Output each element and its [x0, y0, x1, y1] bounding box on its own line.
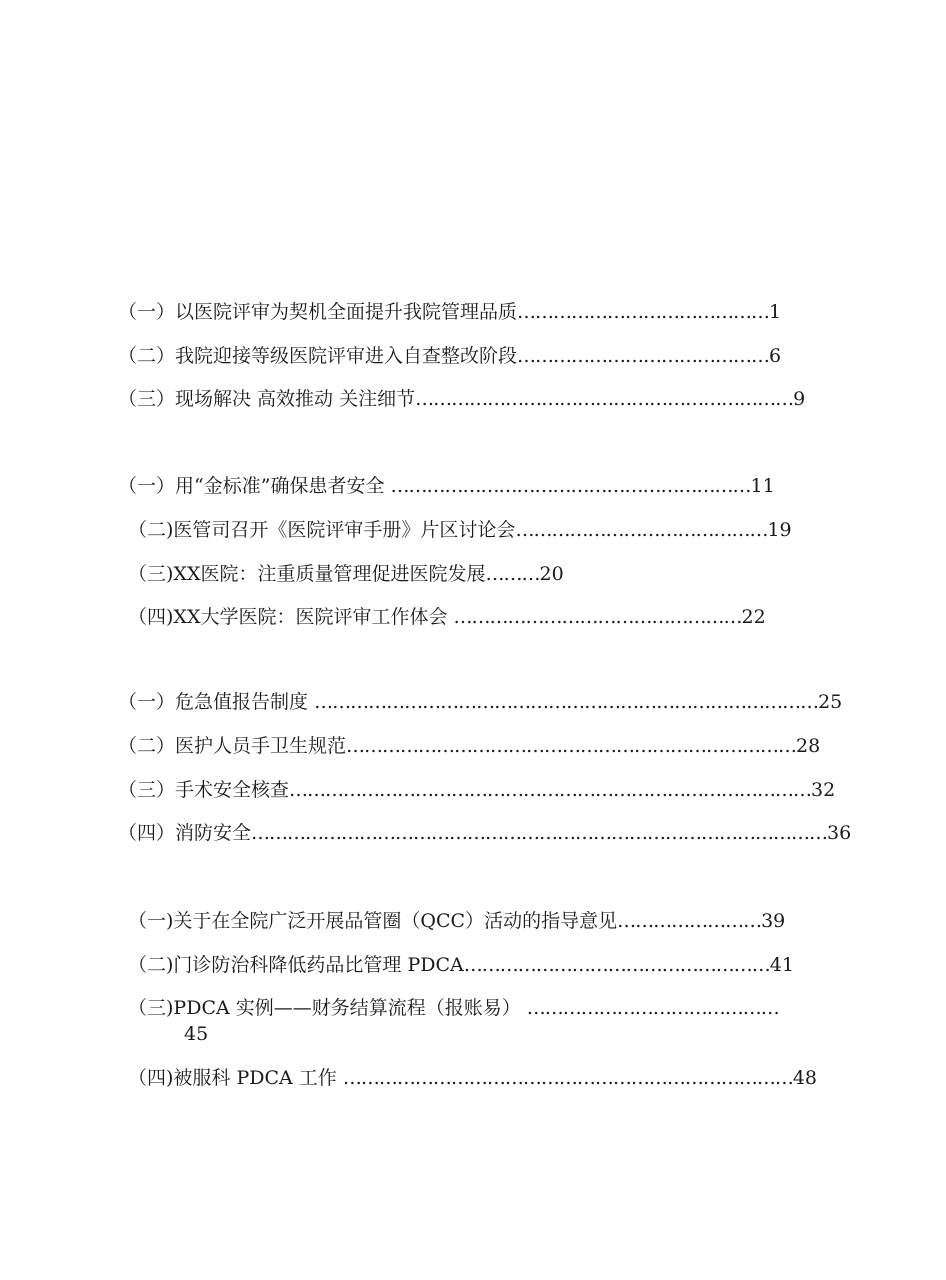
- leader-dots: ……………………………………: [515, 519, 768, 541]
- leader-dots: ……………………………………: [517, 301, 770, 323]
- toc-entry[interactable]: [118, 344, 781, 368]
- entry-number: （二）: [118, 345, 176, 367]
- entry-number: （四): [128, 606, 174, 628]
- entry-page: 6: [769, 345, 782, 367]
- entry-title: 门诊防治科降低药品比管理 PDCA: [173, 954, 464, 976]
- leader-dots: ……………………………………………: [463, 954, 770, 976]
- entry-number: （三）: [118, 388, 176, 410]
- toc-entry[interactable]: [118, 778, 835, 802]
- leader-dots: …………………………………………………………………: [342, 1067, 793, 1089]
- leader-dots: ……………………………………: [517, 345, 770, 367]
- entry-page: 20: [539, 563, 564, 585]
- entry-number: （一）: [118, 301, 176, 323]
- leader-dots: ……………………………………………………: [390, 475, 751, 497]
- entry-title: 我院迎接等级医院评审进入自查整改阶段: [175, 345, 518, 367]
- toc-entry[interactable]: [128, 1066, 817, 1090]
- entry-number: （一）: [118, 691, 176, 713]
- leader-dots: ……………………………………………………………………………………: [251, 822, 828, 844]
- toc-entry[interactable]: [128, 996, 779, 1045]
- entry-page: 1: [769, 301, 782, 323]
- toc-entry[interactable]: [128, 953, 794, 977]
- leader-dots: ………………………………………………………: [415, 388, 794, 410]
- entry-page: 19: [767, 519, 792, 541]
- leader-dots: ……………………………………: [526, 997, 779, 1019]
- entry-title: 被服科 PDCA 工作: [173, 1067, 343, 1089]
- toc-entry[interactable]: [128, 605, 766, 629]
- entry-title: 关于在全院广泛开展品管圈（QCC）活动的指导意见: [173, 910, 618, 932]
- entry-number: （三): [128, 997, 174, 1019]
- entry-number: （四）: [118, 822, 176, 844]
- toc-entry[interactable]: [118, 821, 851, 845]
- entry-number: （一）: [118, 475, 176, 497]
- entry-page: 48: [792, 1067, 818, 1089]
- entry-title: 以医院评审为契机全面提升我院管理品质: [175, 301, 518, 323]
- entry-page: 36: [827, 822, 852, 844]
- leader-dots: …………………………………………: [453, 606, 742, 628]
- leader-dots: …………………………………………………………………: [346, 735, 797, 757]
- entry-title: 医管司召开《医院评审手册》片区讨论会: [173, 519, 516, 541]
- entry-page: 41: [769, 954, 794, 976]
- toc-entry[interactable]: [128, 909, 785, 933]
- entry-page: 22: [741, 606, 766, 628]
- toc-entry[interactable]: [118, 387, 805, 411]
- toc-entry[interactable]: [118, 474, 775, 498]
- entry-title: 用“金标准”确保患者安全: [175, 475, 391, 497]
- leader-dots: …………………………………………………………………………: [314, 691, 819, 713]
- toc-entry[interactable]: [118, 300, 781, 324]
- entry-number: （二): [128, 954, 174, 976]
- entry-page: 25: [818, 691, 843, 713]
- entry-number: （四): [128, 1067, 174, 1089]
- leader-dots: ……………………: [617, 910, 762, 932]
- entry-title: XX医院：注重质量管理促进医院发展: [173, 563, 486, 585]
- entry-page: 45: [184, 1023, 209, 1045]
- toc-entry[interactable]: [128, 562, 564, 586]
- entry-title: 医护人员手卫生规范: [175, 735, 347, 757]
- entry-title: 消防安全: [175, 822, 252, 844]
- entry-title: 危急值报告制度: [175, 691, 315, 713]
- entry-title: 手术安全核查: [175, 779, 290, 801]
- toc-entry[interactable]: [118, 690, 842, 714]
- toc-entry[interactable]: [118, 734, 820, 758]
- leader-dots: ……………………………………………………………………………: [289, 779, 812, 801]
- entry-title: PDCA 实例——财务结算流程（报账易）: [173, 997, 527, 1019]
- entry-title: 现场解决 高效推动 关注细节: [175, 388, 416, 410]
- entry-page: 11: [750, 475, 775, 497]
- entry-number: （二）: [118, 735, 176, 757]
- toc-entry[interactable]: [128, 518, 792, 542]
- entry-page: 32: [811, 779, 836, 801]
- entry-page: 9: [793, 388, 806, 410]
- leader-dots: ………: [485, 563, 540, 585]
- entry-number: （二): [128, 519, 174, 541]
- entry-title: XX大学医院：医院评审工作体会: [173, 606, 454, 628]
- entry-number: （三）: [118, 779, 176, 801]
- entry-page: 39: [761, 910, 786, 932]
- entry-number: （一): [128, 910, 174, 932]
- entry-page: 28: [796, 735, 821, 757]
- entry-number: （三): [128, 563, 174, 585]
